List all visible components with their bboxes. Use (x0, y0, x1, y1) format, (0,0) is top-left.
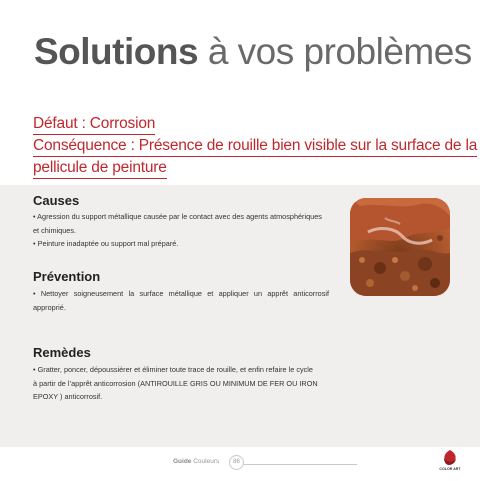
defect-title: Défaut : Corrosion (33, 114, 155, 135)
remedies-item-1b: à partir de l’apprêt anticorrosion (ANTIROUILLE GRIS OU MINIMUM DE FER OU IRON (33, 378, 318, 388)
causes-item-2: • Peinture inadaptée ou support mal préparé. (33, 239, 179, 248)
page-title (34, 30, 472, 74)
rust-corrosion-photo (350, 198, 450, 296)
remedies-heading: Remèdes (33, 345, 91, 360)
consequence-line-2: pellicule de peinture (33, 158, 167, 179)
causes-item-1b: et chimiques. (33, 225, 76, 235)
remedies-item-1c: EPOXY ) anticorrosif. (33, 392, 103, 401)
page-title-light: à vos problèmes (207, 31, 472, 72)
causes-text (33, 210, 333, 251)
footer-guide-light: Couleurs (193, 458, 220, 465)
prevention-item-1b: approprié. (33, 302, 66, 312)
page-number: 86 (229, 455, 244, 470)
page-title-bold: Solutions (34, 31, 199, 72)
remedies-item-1a: • Gratter, poncer, dépoussiérer et éliminer toute trace de rouille, et enfin refaire le cycle (33, 365, 313, 374)
color-art-logo (437, 448, 463, 476)
causes-heading: Causes (33, 193, 80, 208)
logo-text: COLOR ART (439, 467, 461, 471)
defect-block (33, 114, 478, 180)
prevention-heading: Prévention (33, 269, 101, 284)
prevention-item-1a: • Nettoyer soigneusement la surface métallique et appliquer un apprêt anticorrosif (33, 289, 329, 298)
footer-guide-label (173, 458, 219, 465)
consequence-line-1: Conséquence : Présence de rouille bien visible sur la surface de la (33, 136, 477, 157)
remedies-text (33, 363, 333, 404)
prevention-text (33, 287, 329, 314)
footer-guide-bold: Guide (173, 458, 192, 465)
causes-item-1a: • Agression du support métallique causée par le contact avec des agents atmosphériques (33, 212, 322, 221)
footer-divider (237, 464, 357, 465)
